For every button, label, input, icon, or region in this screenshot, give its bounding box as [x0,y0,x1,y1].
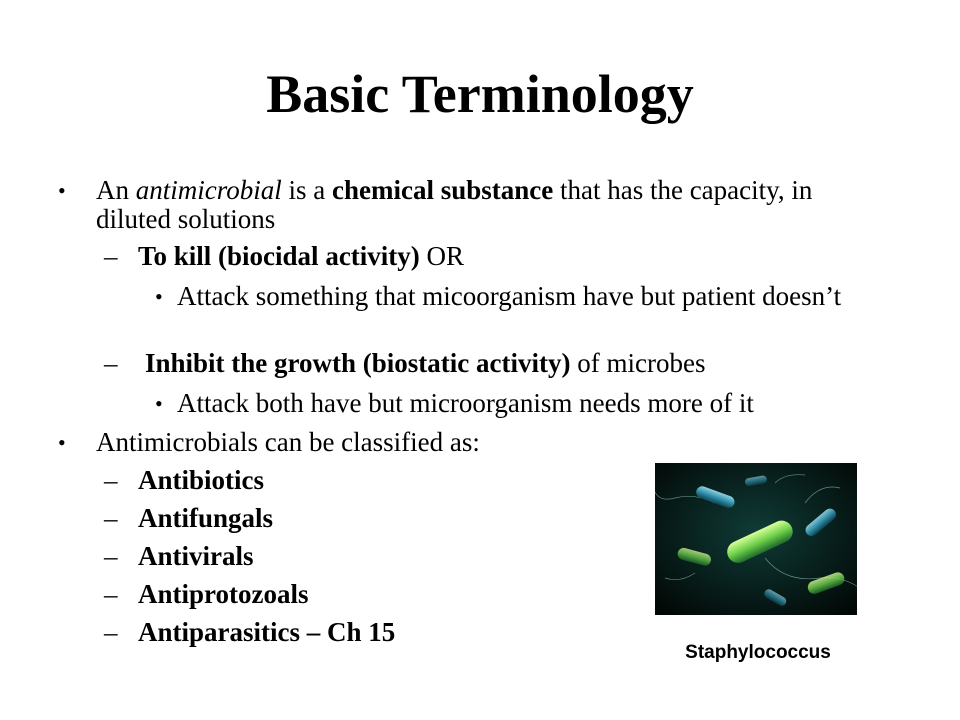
definition-term: antimicrobial [135,175,282,205]
dash-marker: – [104,541,118,571]
dash-marker: – [104,348,118,378]
inhibit-emphasis: Inhibit the growth (biostatic activity) [145,348,571,378]
class-label: Antiparasitics – Ch 15 [138,617,396,647]
class-label: Antiprotozoals [138,579,309,609]
sub-bullet-inhibit [104,348,858,378]
definition-text-1: An [96,175,136,205]
dash-marker: – [104,241,118,271]
kill-detail-text: Attack something that micoorganism have but patient doesn’t [177,281,842,311]
classification-text: Antimicrobials can be classified as: [96,427,480,457]
slide-title: Basic Terminology [266,64,694,124]
sub-sub-bullet-inhibit-detail [155,388,867,418]
bullet-marker: • [58,430,66,455]
dash-marker: – [104,579,118,609]
dash-marker: – [104,465,118,495]
sub-bullet-kill [104,241,858,271]
sub-sub-bullet-kill-detail [155,281,867,311]
inhibit-text: of microbes [570,348,706,378]
inhibit-detail-text: Attack both have but microorganism needs more of it [177,388,754,418]
bullet-marker: • [58,178,66,203]
bacteria-illustration-icon [655,463,857,615]
kill-text: OR [419,241,465,271]
class-label: Antifungals [138,503,274,533]
definition-emphasis: chemical substance [332,175,554,205]
bullet-marker: • [155,391,163,416]
kill-emphasis: To kill (biocidal activity) [138,241,420,271]
class-label: Antivirals [138,541,254,571]
bacteria-image [655,463,857,615]
definition-text-2: is a [281,175,332,205]
dash-marker: – [104,503,118,533]
dash-marker: – [104,617,118,647]
definition-text-3: that has the capacity, in diluted solutions [96,175,813,234]
class-label: Antibiotics [138,465,265,495]
bullet-classification [58,427,886,457]
bullet-antimicrobial-definition [58,175,886,234]
bullet-marker: • [155,284,163,309]
image-caption: Staphylococcus [685,642,831,663]
